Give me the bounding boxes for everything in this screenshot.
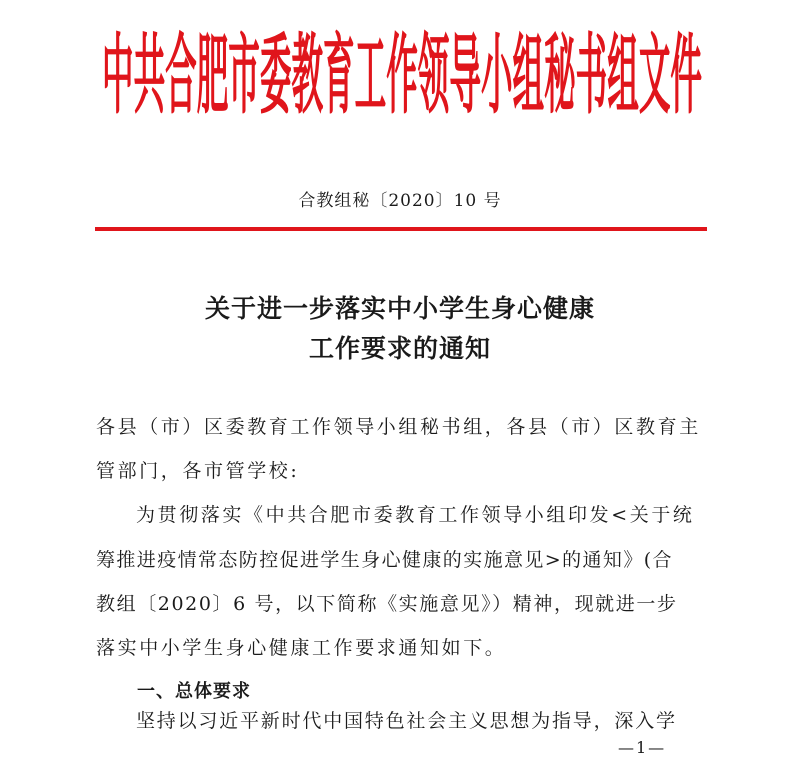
issuer-heading: 中共合肥市委教育工作领导小组秘书组文件 <box>102 24 702 126</box>
page-number: —1— <box>618 738 667 757</box>
title-line-2: 工作要求的通知 <box>308 334 491 363</box>
title-line-1: 关于进一步落实中小学生身心健康 <box>204 294 595 323</box>
body-line: 筹推进疫情常态防控促进学生身心健康的实施意见>的通知》(合 <box>96 549 673 571</box>
body-line: 管部门，各市管学校: <box>96 460 300 482</box>
body-line: 各县（市）区委教育工作领导小组秘书组，各县（市）区教育主 <box>96 416 701 438</box>
red-header <box>92 24 712 130</box>
section-heading: 一、总体要求 <box>137 681 251 702</box>
red-divider <box>95 227 707 231</box>
body-line: 为贯彻落实《中共合肥市委教育工作领导小组印发<关于统 <box>136 504 695 526</box>
document-number: 合教组秘〔2020〕10 号 <box>298 191 502 211</box>
body-line: 坚持以习近平新时代中国特色社会主义思想为指导，深入学 <box>136 710 677 732</box>
body-line: 教组〔2020〕6 号，以下简称《实施意见》）精神，现就进一步 <box>96 593 678 615</box>
body-line: 落实中小学生身心健康工作要求通知如下。 <box>96 637 507 659</box>
